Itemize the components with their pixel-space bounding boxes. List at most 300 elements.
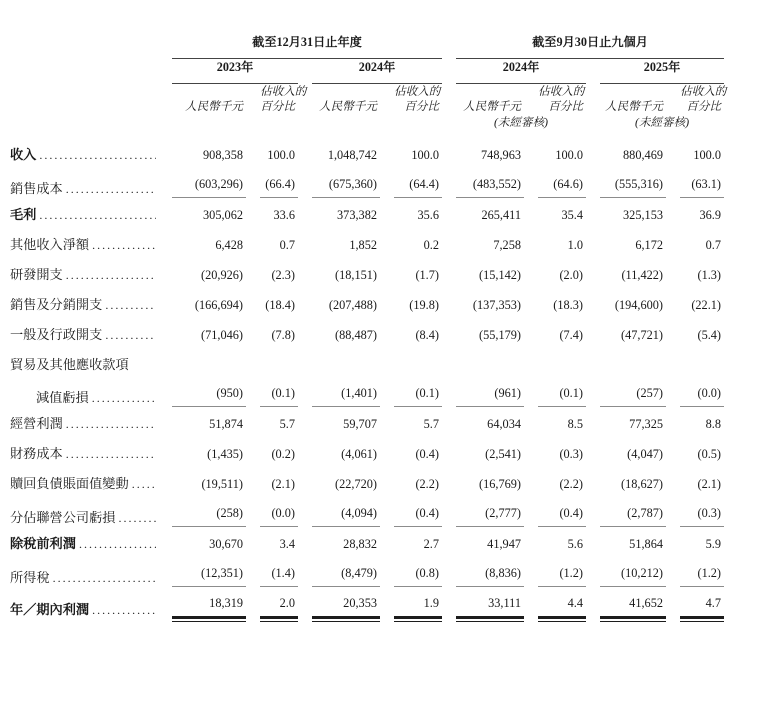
table-row	[10, 290, 724, 320]
value-cell-2023	[158, 170, 246, 200]
pct-cell-2024	[380, 260, 442, 290]
value-cell-2024	[298, 559, 380, 589]
value-cell-2024-9m	[442, 230, 524, 260]
cell-value: (18,151)	[334, 268, 377, 282]
pct-cell-2024	[380, 350, 442, 379]
rmb-thousand-label: 人民幣千元	[185, 100, 243, 113]
value-cell-2024	[298, 529, 380, 559]
pct-cell-2024-9m	[524, 170, 586, 200]
leader-dots	[66, 445, 156, 463]
leader-dots	[105, 326, 156, 344]
period-group-annual	[158, 34, 442, 59]
value-cell-2025	[586, 529, 666, 559]
pct-cell-2024	[380, 589, 442, 627]
pct-cell-2023	[246, 559, 298, 589]
value-cell-2025	[586, 439, 666, 469]
value-cell-2023	[158, 200, 246, 230]
pct-cell-2025	[666, 589, 724, 627]
value-cell-2025	[586, 379, 666, 409]
pct-cell-2023	[246, 350, 298, 379]
row-label-cell	[10, 350, 158, 379]
cell-value: (2,787)	[600, 505, 666, 527]
pct-cell-2024	[380, 290, 442, 320]
value-cell-2023	[158, 499, 246, 529]
pct-cell-2024-9m	[524, 290, 586, 320]
pct-cell-2025	[666, 499, 724, 529]
table-row	[10, 469, 724, 499]
row-label-text: 減值虧損	[36, 390, 89, 405]
row-label-cell	[10, 170, 158, 200]
table-row	[10, 529, 724, 559]
value-cell-2023	[158, 379, 246, 409]
pct-cell-2024	[380, 469, 442, 499]
cell-value: (64.4)	[394, 176, 442, 198]
cell-value: 4.7	[680, 595, 724, 619]
cell-value: (8.4)	[415, 328, 439, 342]
row-label-cell	[10, 200, 158, 230]
value-cell-2024	[298, 320, 380, 350]
cell-value: (10,212)	[600, 565, 666, 587]
cell-value: 28,832	[343, 537, 377, 551]
cell-value: (1,435)	[207, 447, 243, 461]
pct-cell-2025	[666, 200, 724, 230]
leader-dots	[66, 180, 156, 198]
cell-value: (961)	[456, 385, 524, 407]
cell-value: (2.3)	[271, 268, 295, 282]
row-label-text: 年／期內利潤	[10, 602, 90, 617]
cell-value: (7.4)	[559, 328, 583, 342]
spacer-cell	[10, 99, 158, 114]
pct-cell-2024	[380, 131, 442, 170]
cell-value: (1.4)	[260, 565, 298, 587]
row-label-cell	[10, 409, 158, 439]
value-cell-2024-9m	[442, 200, 524, 230]
table-row	[10, 320, 724, 350]
value-cell-2025	[586, 200, 666, 230]
cell-value: 3.4	[279, 537, 295, 551]
cell-value: (1.7)	[415, 268, 439, 282]
row-label-cell	[10, 290, 158, 320]
rmb-thousand-label: 人民幣千元	[605, 100, 663, 113]
cell-value: 5.9	[705, 537, 722, 551]
year-header-2025: 2025年	[586, 59, 724, 84]
rmb-thousand-label: 人民幣千元	[463, 100, 521, 113]
cell-value: 36.9	[699, 208, 722, 222]
value-cell-2023	[158, 409, 246, 439]
row-label-text: 銷售成本	[10, 181, 63, 196]
cell-value: 5.6	[567, 537, 583, 551]
row-label-cell	[10, 499, 158, 529]
cell-value: 1.0	[567, 238, 583, 252]
cell-value: 880,469	[623, 148, 663, 162]
table-row	[10, 260, 724, 290]
row-label-text: 分佔聯營公司虧損	[10, 510, 116, 525]
pct-of-revenue-label: 佔收入的	[260, 85, 307, 98]
cell-value: 100.0	[555, 148, 583, 162]
cell-value: 908,358	[203, 148, 243, 162]
value-cell-2025	[586, 170, 666, 200]
pct-cell-2024	[380, 200, 442, 230]
pct-cell-2025	[666, 559, 724, 589]
period-group-nine-months-title: 截至9月30日止九個月	[456, 34, 724, 59]
cell-value: (8,836)	[456, 565, 524, 587]
spacer-cell	[10, 59, 158, 84]
pct-cell-2025	[666, 170, 724, 200]
row-label-cell	[10, 559, 158, 589]
row-label-text: 其他收入淨額	[10, 237, 90, 252]
row-label-cell	[10, 469, 158, 499]
cell-value: 4.4	[538, 595, 586, 619]
cell-value: (20,926)	[200, 268, 243, 282]
table-row	[10, 499, 724, 529]
table-head-section	[10, 34, 727, 131]
pct-cell-2023	[246, 170, 298, 200]
cell-value: (166,694)	[194, 298, 243, 312]
pct-cell-2024	[380, 170, 442, 200]
cell-value: 373,382	[337, 208, 377, 222]
pct-cell-2024-9m	[524, 230, 586, 260]
cell-value: (11,422)	[621, 268, 663, 282]
row-label-text: 財務成本	[10, 446, 63, 461]
pct-cell-2023	[246, 439, 298, 469]
cell-value: 33,111	[456, 595, 524, 619]
cell-value: 2.0	[260, 595, 298, 619]
cell-value: 59,707	[343, 417, 377, 431]
row-label-text: 經營利潤	[10, 416, 63, 431]
row-label-text: 收入	[10, 147, 37, 162]
cell-value: (950)	[172, 385, 246, 407]
value-cell-2023	[158, 290, 246, 320]
cell-value: 0.7	[705, 238, 722, 252]
cell-value: 35.6	[417, 208, 439, 222]
value-cell-2024	[298, 290, 380, 320]
value-cell-2025	[586, 290, 666, 320]
value-cell-2024	[298, 350, 380, 379]
value-cell-2023	[158, 559, 246, 589]
pct-cell-2023	[246, 230, 298, 260]
cell-value: (0.3)	[559, 447, 583, 461]
cell-value: 5.7	[423, 417, 439, 431]
value-cell-2025	[586, 230, 666, 260]
table-row	[10, 350, 724, 379]
cell-value: (137,353)	[472, 298, 521, 312]
row-label-cell	[10, 320, 158, 350]
row-label-text: 一般及行政開支	[10, 327, 103, 342]
value-cell-2023	[158, 260, 246, 290]
row-label-text: 所得稅	[10, 570, 50, 585]
pct-cell-2024-9m	[524, 499, 586, 529]
cell-value: 35.4	[561, 208, 583, 222]
cell-value: (2.2)	[415, 477, 439, 491]
pct-cell-2023	[246, 499, 298, 529]
cell-value: 100.0	[411, 148, 439, 162]
cell-value: 51,864	[629, 537, 663, 551]
pct-cell-2024-9m	[524, 529, 586, 559]
value-cell-2024-9m	[442, 290, 524, 320]
financial-statements-table	[10, 34, 727, 627]
value-cell-2023	[158, 529, 246, 559]
leader-dots	[39, 206, 156, 224]
value-cell-2025	[586, 409, 666, 439]
value-cell-2024-9m	[442, 469, 524, 499]
value-cell-2023	[158, 589, 246, 627]
cell-value: (4,047)	[627, 447, 663, 461]
value-cell-2024-9m	[442, 409, 524, 439]
pct-cell-2025	[666, 529, 724, 559]
cell-value: (4,094)	[312, 505, 380, 527]
value-cell-2024	[298, 499, 380, 529]
year-header-2024: 2024年	[298, 59, 442, 84]
cell-value: (0.8)	[394, 565, 442, 587]
pct-cell-2024-9m	[524, 260, 586, 290]
cell-value: (0.2)	[271, 447, 295, 461]
pct-cell-2023	[246, 200, 298, 230]
value-cell-2023	[158, 350, 246, 379]
cell-value: (1,401)	[312, 385, 380, 407]
leader-dots	[92, 601, 156, 619]
value-cell-2025	[586, 260, 666, 290]
table-row	[10, 559, 724, 589]
cell-value: (18.3)	[553, 298, 583, 312]
cell-value: 265,411	[481, 208, 521, 222]
value-cell-2023	[158, 469, 246, 499]
row-label-text: 貿易及其他應收款項	[10, 357, 129, 372]
cell-value: (2.2)	[559, 477, 583, 491]
pct-cell-2025	[666, 409, 724, 439]
leader-dots	[66, 266, 156, 284]
value-cell-2024-9m	[442, 589, 524, 627]
cell-value: 64,034	[487, 417, 521, 431]
year-header-2024-9m: 2024年	[442, 59, 586, 84]
table-row	[10, 589, 724, 627]
cell-value: 18,319	[172, 595, 246, 619]
cell-value: (7.8)	[271, 328, 295, 342]
pct-cell-2023	[246, 260, 298, 290]
value-cell-2025	[586, 589, 666, 627]
cell-value: (0.1)	[394, 385, 442, 407]
cell-value: (0.4)	[394, 505, 442, 527]
value-cell-2025	[586, 131, 666, 170]
pct-cell-2025	[666, 131, 724, 170]
cell-value: (18.4)	[265, 298, 295, 312]
cell-value: (8,479)	[312, 565, 380, 587]
table-row	[10, 230, 724, 260]
pct-cell-2025	[666, 260, 724, 290]
cell-value: 6,172	[635, 238, 663, 252]
cell-value: (675,360)	[312, 176, 380, 198]
percentage-label: 百分比	[404, 100, 439, 113]
value-cell-2024-9m	[442, 131, 524, 170]
cell-value: (0.1)	[260, 385, 298, 407]
cell-value: 8.8	[705, 417, 722, 431]
rmb-thousand-label: 人民幣千元	[319, 100, 377, 113]
period-group-row	[10, 34, 724, 59]
cell-value: 77,325	[629, 417, 663, 431]
row-label-cell	[10, 131, 158, 170]
row-label-cell	[10, 230, 158, 260]
pct-cell-2024-9m	[524, 350, 586, 379]
value-cell-2023	[158, 439, 246, 469]
pct-cell-2023	[246, 290, 298, 320]
value-cell-2024	[298, 230, 380, 260]
pct-cell-2024-9m	[524, 559, 586, 589]
cell-value: (483,552)	[456, 176, 524, 198]
cell-value: (258)	[172, 505, 246, 527]
cell-value: 100.0	[693, 148, 722, 162]
pct-cell-2024	[380, 499, 442, 529]
cell-value: (0.4)	[538, 505, 586, 527]
leader-dots	[92, 389, 156, 407]
row-label-cell	[10, 529, 158, 559]
value-cell-2024	[298, 409, 380, 439]
cell-value: 20,353	[312, 595, 380, 619]
pct-cell-2024-9m	[524, 439, 586, 469]
leader-dots	[105, 296, 156, 314]
leader-dots	[66, 415, 156, 433]
pct-cell-2025	[666, 320, 724, 350]
cell-value: (1.2)	[538, 565, 586, 587]
pct-cell-2023	[246, 409, 298, 439]
pct-of-revenue-label: 佔收入的	[394, 85, 441, 98]
pct-cell-2023	[246, 529, 298, 559]
value-cell-2025	[586, 499, 666, 529]
leader-dots	[132, 475, 156, 493]
table-row	[10, 409, 724, 439]
cell-value: (16,769)	[478, 477, 521, 491]
cell-value: (603,296)	[172, 176, 246, 198]
value-cell-2024	[298, 200, 380, 230]
value-cell-2024-9m	[442, 559, 524, 589]
leader-dots	[53, 569, 156, 587]
cell-value: 100.0	[267, 148, 295, 162]
pct-cell-2024	[380, 559, 442, 589]
row-label-text: 贖回負債賬面值變動	[10, 476, 129, 491]
cell-value: 41,947	[487, 537, 521, 551]
percentage-label: 百分比	[260, 100, 295, 113]
pct-cell-2024-9m	[524, 200, 586, 230]
subheader-unit-row	[10, 99, 724, 114]
value-cell-2024-9m	[442, 529, 524, 559]
value-cell-2024-9m	[442, 350, 524, 379]
pct-cell-2024-9m	[524, 469, 586, 499]
cell-value: 2.7	[423, 537, 439, 551]
cell-value: (0.5)	[697, 447, 722, 461]
pct-cell-2024	[380, 409, 442, 439]
pct-of-revenue-label: 佔收入的	[538, 85, 585, 98]
cell-value: (47,721)	[620, 328, 663, 342]
pct-cell-2023	[246, 320, 298, 350]
cell-value: 0.7	[279, 238, 295, 252]
value-cell-2024-9m	[442, 499, 524, 529]
pct-cell-2024	[380, 439, 442, 469]
percentage-label: 百分比	[548, 100, 583, 113]
pct-cell-2025	[666, 379, 724, 409]
value-cell-2024	[298, 379, 380, 409]
row-label-text: 毛利	[10, 207, 37, 222]
value-cell-2024	[298, 131, 380, 170]
pct-cell-2023	[246, 469, 298, 499]
cell-value: (5.4)	[697, 328, 722, 342]
value-cell-2024	[298, 439, 380, 469]
cell-value: (0.1)	[538, 385, 586, 407]
unaudited-note: (未經審核)	[634, 116, 690, 129]
cell-value: (22,720)	[334, 477, 377, 491]
cell-value: 41,652	[600, 595, 666, 619]
pct-cell-2025	[666, 290, 724, 320]
value-cell-2024-9m	[442, 170, 524, 200]
cell-value: (0.4)	[415, 447, 439, 461]
leader-dots	[79, 535, 156, 553]
pct-cell-2024-9m	[524, 379, 586, 409]
cell-value: (55,179)	[478, 328, 521, 342]
leader-dots	[92, 236, 156, 254]
cell-value: 5.7	[279, 417, 295, 431]
value-cell-2025	[586, 320, 666, 350]
pct-cell-2024-9m	[524, 131, 586, 170]
pct-cell-2025	[666, 439, 724, 469]
table-row	[10, 439, 724, 469]
pct-cell-2024-9m	[524, 320, 586, 350]
cell-value: (12,351)	[172, 565, 246, 587]
leader-dots	[39, 146, 156, 164]
pct-cell-2024-9m	[524, 409, 586, 439]
value-cell-2024	[298, 170, 380, 200]
table-body	[10, 131, 724, 627]
pct-cell-2025	[666, 350, 724, 379]
cell-value: (0.0)	[680, 385, 724, 407]
cell-value: (555,316)	[600, 176, 666, 198]
spacer-cell	[10, 84, 158, 99]
spacer-cell	[10, 34, 158, 59]
cell-value: (0.3)	[680, 505, 724, 527]
cell-value: (88,487)	[334, 328, 377, 342]
cell-value: (18,627)	[620, 477, 663, 491]
spacer-cell	[10, 114, 158, 131]
percentage-label: 百分比	[686, 100, 722, 113]
cell-value: (2.1)	[271, 477, 295, 491]
table-row	[10, 379, 724, 409]
table-row	[10, 131, 724, 170]
pct-cell-2025	[666, 469, 724, 499]
cell-value: 1,852	[349, 238, 377, 252]
row-label-cell	[10, 379, 158, 409]
cell-value: (1.2)	[680, 565, 724, 587]
cell-value: 748,963	[481, 148, 521, 162]
cell-value: (66.4)	[260, 176, 298, 198]
subheader-pct-top-row	[10, 84, 724, 99]
cell-value: 0.2	[423, 238, 439, 252]
cell-value: 51,874	[209, 417, 243, 431]
cell-value: 1,048,742	[327, 148, 377, 162]
cell-value: (1.3)	[697, 268, 722, 282]
value-cell-2023	[158, 320, 246, 350]
pct-of-revenue-label: 佔收入的	[680, 85, 727, 98]
value-cell-2023	[158, 131, 246, 170]
pct-cell-2025	[666, 230, 724, 260]
row-label-text: 研發開支	[10, 267, 63, 282]
value-cell-2024	[298, 260, 380, 290]
cell-value: (63.1)	[680, 176, 724, 198]
cell-value: (19,511)	[201, 477, 243, 491]
pct-cell-2024	[380, 230, 442, 260]
cell-value: (4,061)	[341, 447, 377, 461]
cell-value: (71,046)	[200, 328, 243, 342]
value-cell-2025	[586, 350, 666, 379]
period-group-annual-title: 截至12月31日止年度	[172, 34, 442, 59]
unaudited-note-row	[10, 114, 724, 131]
row-label-cell	[10, 589, 158, 627]
value-cell-2023	[158, 230, 246, 260]
